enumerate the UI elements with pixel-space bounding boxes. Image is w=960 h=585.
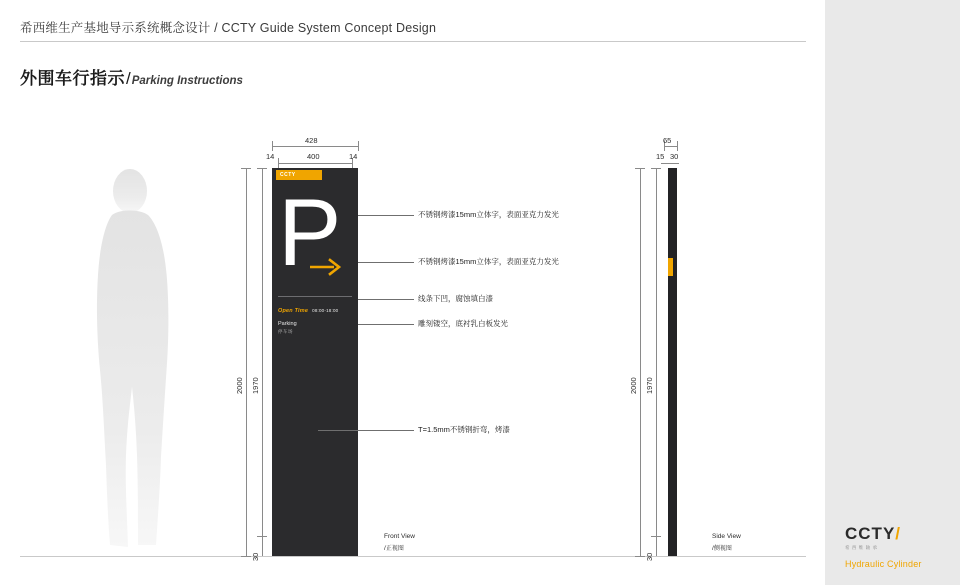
- section-title-cn: 外围车行指示: [20, 69, 125, 88]
- brand-subtitle: 希西维轴承: [845, 545, 880, 550]
- front-total-width-dim-line: [272, 146, 358, 147]
- front-dim-tick-left-outer: [272, 141, 273, 151]
- side-dim-tick-right: [677, 141, 678, 151]
- front-total-width-label: 428: [305, 136, 318, 145]
- front-view-label-en: Front View: [384, 533, 415, 540]
- section-title: [20, 64, 243, 89]
- front-base-height-label: 30: [251, 552, 260, 561]
- footer-divider: [20, 556, 806, 557]
- open-time-label: Open Time: [278, 308, 309, 314]
- front-left-edge-label: 14: [266, 152, 275, 161]
- front-right-edge-label: 14: [349, 152, 358, 161]
- front-body-height-label: 1970: [251, 377, 260, 394]
- side-inner-depth-dim-line: [661, 163, 679, 164]
- side-total-height-dim-line: [640, 168, 641, 556]
- callout-text-4: 雕刻镂空，底衬乳白板发光: [418, 319, 508, 328]
- side-body-tick-top: [651, 168, 661, 169]
- front-view-label-separator: /: [384, 545, 386, 552]
- brand-name: CCTY: [845, 524, 896, 543]
- section-title-en: Parking Instructions: [131, 75, 243, 87]
- side-body-height-dim-line: [656, 168, 657, 536]
- side-view-accent-strip: [668, 258, 673, 276]
- front-view-label-cn: 正视图: [385, 546, 404, 552]
- front-body-tick-top: [257, 168, 267, 169]
- brand-block: [845, 524, 922, 569]
- front-view-label-cn-row: [384, 543, 404, 552]
- callout-line-5: [318, 430, 414, 431]
- side-view-label-separator: /: [712, 545, 714, 552]
- page-title: 希西维生产基地导示系统概念设计 / CCTY Guide System Concept Design: [20, 21, 437, 35]
- brand-name-row: [845, 524, 922, 544]
- brand-tagline: Hydraulic Cylinder: [845, 559, 922, 569]
- side-view-label-cn-row: [712, 543, 732, 552]
- human-scale-silhouette: [70, 165, 205, 555]
- parking-label-cn: 停车场: [278, 329, 293, 334]
- side-view-signboard: [668, 168, 677, 556]
- open-time-value: 08:00-18:00: [312, 308, 339, 313]
- side-panel-depth-label: 15: [656, 152, 665, 161]
- callout-line-4: [358, 324, 414, 325]
- side-total-depth-label: 65: [663, 136, 672, 145]
- side-total-height-label: 2000: [629, 377, 638, 394]
- callout-text-5: T=1.5mm不锈钢折弯，烤漆: [418, 425, 510, 434]
- callout-line-2: [358, 262, 414, 263]
- section-title-separator: /: [126, 69, 131, 88]
- cctv-logo-badge: [276, 170, 322, 180]
- parking-label-en: Parking: [278, 321, 297, 327]
- logo-label: CCTY: [280, 172, 296, 178]
- open-time-row: [278, 308, 338, 314]
- front-dim-tick-right-outer: [358, 141, 359, 151]
- side-base-height-dim-line: [656, 536, 657, 556]
- front-total-height-label: 2000: [235, 377, 244, 394]
- side-body-height-label: 1970: [645, 377, 654, 394]
- front-base-height-dim-line: [262, 536, 263, 556]
- parking-symbol: P: [278, 180, 342, 286]
- front-dim-tick-left-inner: [278, 158, 279, 168]
- right-margin-strip: [825, 0, 960, 585]
- callout-line-3: [358, 299, 414, 300]
- front-inner-width-label: 400: [307, 152, 320, 161]
- callout-text-2: 不锈钢烤漆15mm立体字，表面亚克力发光: [418, 257, 559, 266]
- right-arrow-icon: [308, 256, 342, 278]
- side-base-height-label: 30: [645, 552, 654, 561]
- side-view-label-en: Side View: [712, 533, 741, 540]
- header-divider: [20, 41, 806, 42]
- front-height-tick-bottom: [241, 556, 251, 557]
- side-view-label-cn: 侧视图: [713, 546, 732, 552]
- brand-slash: /: [895, 524, 902, 543]
- front-height-tick-top: [241, 168, 251, 169]
- callout-text-3: 线条下凹，腐蚀填白漆: [418, 294, 493, 303]
- front-total-height-dim-line: [246, 168, 247, 556]
- callout-line-1: [358, 215, 414, 216]
- side-total-depth-dim-line: [664, 146, 677, 147]
- front-inner-width-dim-line: [278, 163, 352, 164]
- callout-text-1: 不锈钢烤漆15mm立体字，表面亚克力发光: [418, 210, 559, 219]
- side-body-depth-label: 30: [670, 152, 679, 161]
- front-panel-divider: [278, 296, 352, 297]
- side-height-tick-bottom: [635, 556, 645, 557]
- side-height-tick-top: [635, 168, 645, 169]
- front-body-height-dim-line: [262, 168, 263, 536]
